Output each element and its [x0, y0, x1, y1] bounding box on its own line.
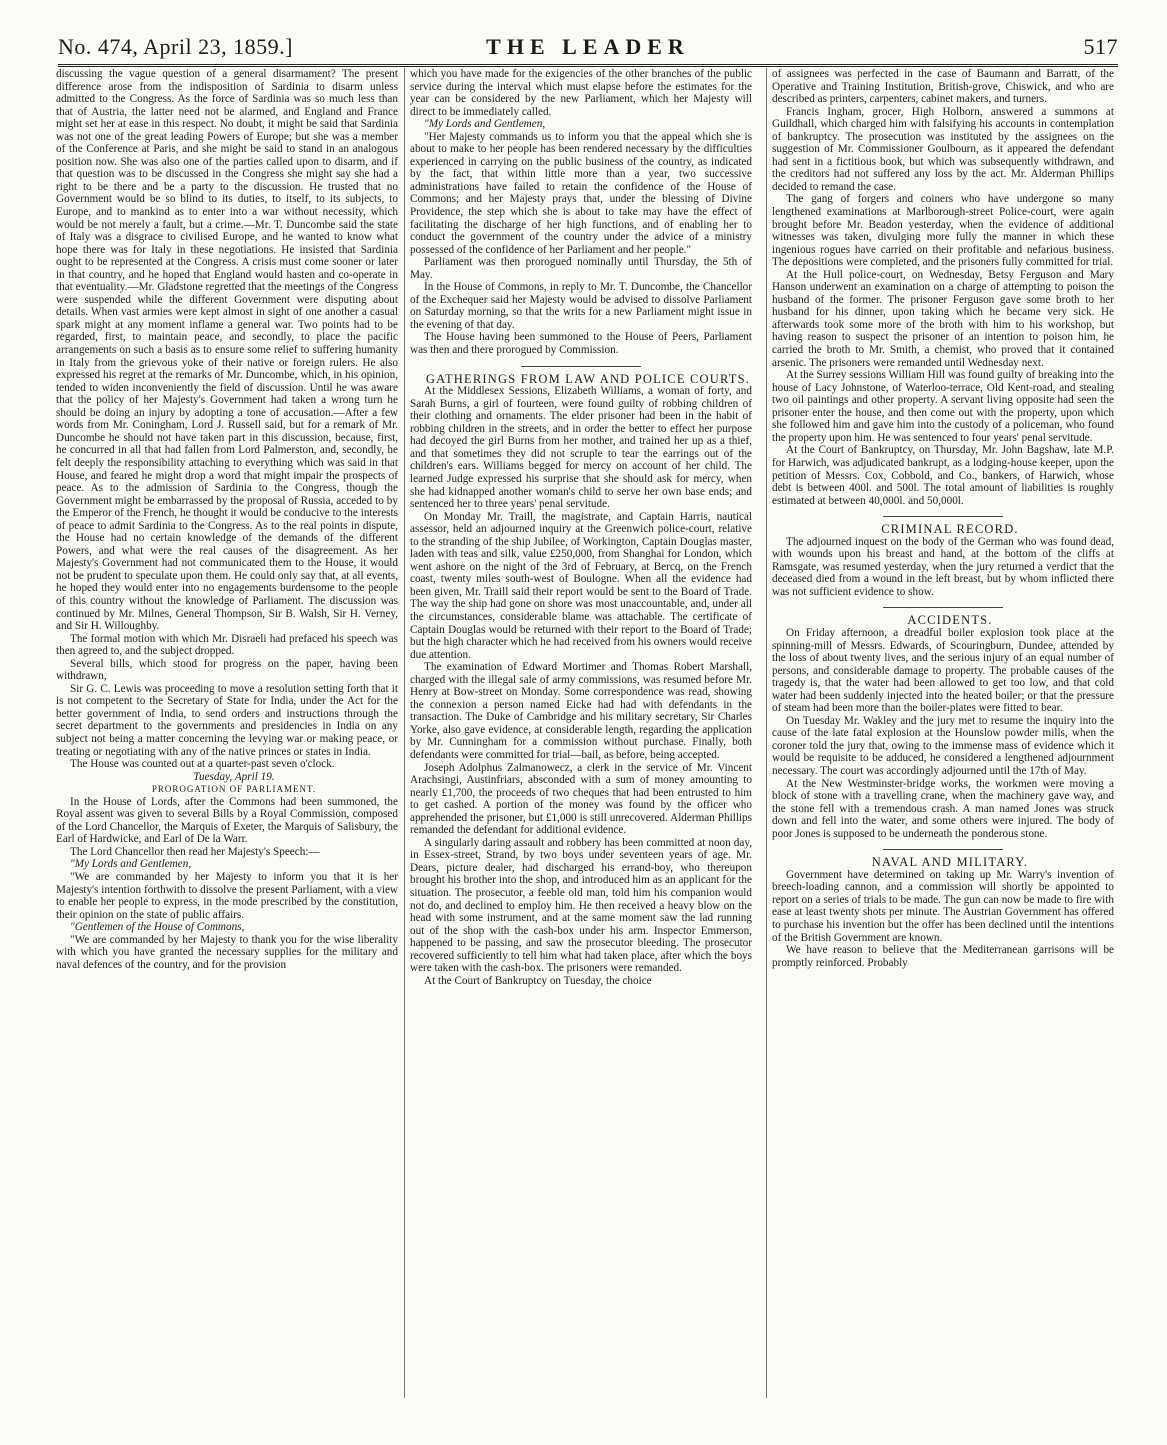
- column-3: [772, 68, 1114, 1418]
- article-paragraph: A singularly daring assault and robbery has been committed at noon day, in Essex-street, Strand, by two boys under seventeen years of age. Mr. Dears, picture dealer, had discharged his errand-boy, who thereupon brought his brother into the shop, and introduced him as an applicant for the situation. The prosecutor, a feeble old man, told him his companion would not do, and declined to employ him. He then received a heavy blow on the head with some instrument, and at the same moment saw the lad running out of the shop with the cash-box under his arm. Inspector Emmerson, happened to be passing, and saw the prosecutor bleeding. The prosecutor recovered sufficiently to tell him what had taken place, after which the boys were taken with the cash-box. The prisoners were remanded.: [410, 836, 752, 975]
- column-1: [56, 68, 398, 1418]
- column-rule: [766, 68, 767, 1398]
- article-paragraph: The examination of Edward Mortimer and Thomas Robert Marshall, charged with the illegal sale of army commissions, was resumed before Mr. Henry at Bow-street on Monday. Some correspondence was read, showing the connexion a person named Eicke had had with defendants in the transaction. The Duke of Cambridge and his military secretary, Sir Charles Yorke, also gave evidence, at considerable length, regarding the application by Mr. Cunningham for a commission without purchase. Finally, both defendants were committed for trial—bail, as before, being accepted.: [410, 661, 752, 761]
- article-paragraph: discussing the vague question of a general disarmament? The present difference arose from the indisposition of Sardinia to disarm unless admitted to the Congress. As the force of Sardinia was so much less than that of Austria, the latter need not be alarmed, and England and France might set her at ease in this respect. No doubt, it might be said that Sardinia was not one of the great leading Powers of Europe; but she was a member of the Conference at Paris, and she might be said to stand in an analogous position now. She was also one of the parties called upon to disarm, and if that question was to be discussed in the Congress she might say she had a right to be there and be a party to the discussion. He trusted that no Government would be so blind to its duties, to itself, to its subjects, to Europe, and to mankind as to enter into a war without necessity, which would be not merely a fault, but a crime.—Mr. T. Duncombe said the state of Italy was a disgrace to civilised Europe, and he wanted to know what hope there was for Italy in these negotiations. He insisted that Sardinia ought to be represented at the Congress. A crisis must come sooner or later in that country, and he hoped that England would hasten and co-operate in that eventuality.—Mr. Gladstone regretted that the meetings of the Congress were suspended while the different Government were disputing about details. When vast armies were kept almost in sight of one another a casual spark might at any moment inflame a general war. Two points had to be regarded, first, to maintain peace, and secondly, to place the pacific arrangements on such a basis as to ensure some relief to suffering humanity in Italy from the grievous yoke of their native or foreign rulers. He also expressed his regret at the remarks of Mr. Duncombe, which, in his opinion, tended to widen inconveniently the field of discussion. Until he was aware that the policy of her Majesty's Government had taken a wrong turn he should be doing an injury by adopting a tone of accusation.—After a few words from Mr. Coningham, Lord J. Russell said, but for a remark of Mr. Duncombe he should not have taken part in this discussion, because, first, he concurred in all that had fallen from Lord Palmerston, and, secondly, he felt deeply the responsibility attaching to everything which was said in that House, and feared he might drop a word that might impair the prospects of peace. As to the admission of Sardinia to the Congress, though the Government might be embarrassed by the proposal of Russia, acceded to by the Emperor of the French, he thought it would be conducive to the interests of peace to admit Sardinia to the Congress. As to the real points in dispute, the House had no certain knowledge of the demands of the different Powers, and what were the real causes of the disagreement. As her Majesty's Government had not communicated them to the House, it would not be prudent to speculate upon them. He could only say that, at all events, he hoped they would enter into no engagements burdensome to the people of this country without the knowledge of Parliament. The discussion was continued by Mr. Milnes, General Thompson, Sir B. Walsh, Sir H. Verney, and Sir H. Willoughby.: [56, 68, 398, 633]
- speech-address: "Gentlemen of the House of Commons,: [70, 921, 245, 934]
- article-paragraph: At the Court of Bankruptcy on Tuesday, the choice: [424, 974, 652, 987]
- article-paragraph: At the Hull police-court, on Wednesday, Betsy Ferguson and Mary Hanson underwent an examination on a charge of attempting to poison the husband of the former. The prisoner Ferguson gave some broth to her husband for his dinner, upon taking which he became very sick. He afterwards took some more of the broth with him to his workshop, but having reason to suspect the prisoner of an intention to poison him, he carried the broth to Mr. Smith, a chemist, who proved that it contained arsenic. The prisoners were remanded until Wednesday next.: [772, 268, 1114, 369]
- speech-paragraph: which you have made for the exigencies of the other branches of the public service during the interval which must elapse before the estimates for the year can be considered by the new Parliament, which her Majesty will direct to be immediately called.: [410, 68, 752, 118]
- article-paragraph: Francis Ingham, grocer, High Holborn, answered a summons at Guildhall, which charged him with falsifying his accounts in contemplation of bankruptcy. The prosecution was instituted by the assignees on the suggestion of Mr. Commissioner Goulbourn, as it appeared the defendant had sent in a fictitious book, but which was subsequently withdrawn, and the creditors had not suffered any loss by the act. Mr. Alderman Phillips decided to remand the case.: [772, 105, 1114, 193]
- issue-line: No. 474, April 23, 1859.]: [58, 34, 293, 59]
- article-paragraph: Several bills, which stood for progress on the paper, having been withdrawn,: [56, 657, 398, 683]
- article-paragraph: The Lord Chancellor then read her Majesty's Speech:—: [70, 845, 320, 858]
- article-paragraph: Parliament was then prorogued nominally until Thursday, the 5th of May.: [410, 256, 752, 281]
- masthead: [58, 30, 1118, 67]
- section-heading-accidents: ACCIDENTS.: [907, 613, 993, 628]
- prorogation-heading: PROROGATION OF PARLIAMENT.: [151, 784, 317, 795]
- section-heading-law-police: GATHERINGS FROM LAW AND POLICE COURTS.: [425, 371, 751, 386]
- speech-address: "My Lords and Gentlemen,: [424, 118, 546, 131]
- section-heading-criminal-record: CRIMINAL RECORD.: [881, 522, 1019, 537]
- article-paragraph: of assignees was perfected in the case of Baumann and Barratt, of the Operative and Training Institution, British-grove, Chiswick, and who are described as printers, carpenters, cabinet makers, and turners.: [772, 68, 1114, 106]
- article-paragraph: On Monday Mr. Traill, the magistrate, and Captain Harris, nautical assessor, held an adjourned inquiry at the Greenwich police-court, relative to the stranding of the ship Jubilee, of Workington, Captain Douglas master, laden with teas and silk, value £250,000, from Shanghai for London, which went ashore on the night of the 3rd of February, at Bercq, on the French coast, twenty miles south-west of Boulogne. When all the evidence had been given, Mr. Traill said their report would be sent to the Board of Trade. The way the ship had gone on shore was most unaccountable, and, under all the circumstances, considerable blame was attachable. The certificate of Captain Douglas would be returned with their report to the Board of Trade; but the high character which he had received from his owners would receive due attention.: [410, 510, 752, 661]
- article-paragraph: The formal motion with which Mr. Disraeli had prefaced his speech was then agreed to, and the subject dropped.: [56, 632, 398, 658]
- dateline: Tuesday, April 19.: [193, 770, 275, 783]
- article-paragraph: We have reason to believe that the Mediterranean garrisons will be promptly reinforced. Probably: [772, 944, 1114, 969]
- article-paragraph: Joseph Adolphus Zalmanowecz, a clerk in the service of Mr. Vincent Arachsingi, Austinfriars, absconded with a sum of money amounting to nearly £1,700, the proceeds of two cheques that had been entrusted to him to get cashed. A portion of the money was found by the officer who apprehended the prisoner, but £1,000 is still unrecovered. Alderman Phillips remanded the defendant for additional evidence.: [410, 761, 752, 837]
- speech-paragraph: "We are commanded by her Majesty to inform you that it is her Majesty's intention forthwith to dissolve the present Parliament, with a view to enable her people to express, in the mode prescribed by the constitution, their opinion on the state of public affairs.: [56, 871, 398, 921]
- column-2: [410, 68, 752, 1418]
- article-paragraph: Government have determined on taking up Mr. Warry's invention of breech-loading cannon, and a commission will shortly be appointed to report on a series of trials to be made. The gun can now be made to fire with ease at least twenty shots per minute. The Austrian Government has offered to purchase his invention but the offer has been declined until the intentions of the British Government are known.: [772, 868, 1114, 944]
- section-divider: [883, 607, 1003, 608]
- article-paragraph: On Friday afternoon, a dreadful boiler explosion took place at the spinning-mill of Messrs. Edwards, of Scouringburn, Dundee, attended by the loss of about twenty lives, and the serious injury of an equal number of persons, and considerable damage to property. The probable causes of the tragedy is, that the water had been allowed to get too low, and that cold water had been suddenly injected into the heated boiler; or that the pressure of steam had been more than the boiler-plates were fitted to bear.: [772, 626, 1114, 715]
- article-paragraph: At the Court of Bankruptcy, on Thursday, Mr. John Bagshaw, late M.P. for Harwich, was adjudicated bankrupt, as a lodging-house keeper, upon the petition of Messrs. Cox, Cobbold, and Co., bankers, of Harwich, whose debt is between 400l. and 500l. The total amount of liabilities is roughly estimated at between 40,000l. and 50,000l.: [772, 444, 1114, 507]
- speech-paragraph: "Her Majesty commands us to inform you that the appeal which she is about to make to her people has been rendered necessary by the difficulties experienced in carrying on the public business of the country, as indicated by the fact, that within little more than a year, two successive administrations have failed to retain the confidence of the House of Commons; and her Majesty prays that, under the blessing of Divine Providence, the step which she is about to take may have the effect of facilitating the discharge of her high functions, and of enabling her to conduct the government of the country under the advice of a ministry possessed of the confidence of her Parliament and her people.": [410, 130, 752, 256]
- section-divider: [883, 516, 1003, 517]
- article-paragraph: Sir G. C. Lewis was proceeding to move a resolution setting forth that it is not competent to the Secretary of State for India, under the Act for the better government of India, to send orders and instructions through the secret department to the governments and presidencies in India on any subject not being a matter concerning the levying war or making peace, or treating or negotiating with any of the native princes or states in India.: [56, 682, 398, 758]
- section-divider: [883, 849, 1003, 850]
- page-number: 517: [1083, 34, 1118, 59]
- speech-paragraph: "We are commanded by her Majesty to thank you for the wise liberality with which you have granted the necessary supplies for the military and naval defences of the country, and for the provision: [56, 933, 398, 971]
- section-heading-naval-military: NAVAL AND MILITARY.: [871, 855, 1029, 870]
- article-paragraph: In the House of Commons, in reply to Mr. T. Duncombe, the Chancellor of the Exchequer said her Majesty would be advised to dissolve Parliament on Saturday morning, so that the writs for a new Parliament might issue in the evening of that day.: [410, 281, 752, 331]
- article-paragraph: The gang of forgers and coiners who have undergone so many lengthened examinations at Marlborough-street Police-court, were again brought before Mr. Beadon yesterday, when the evidence of additional witnesses was taken, divulging more fully the manner in which these ingenious rogues have carried on their profitable and nefarious business. The depositions were completed, and the prisoners fully committed for trial.: [772, 193, 1114, 269]
- section-divider: [521, 366, 641, 367]
- article-paragraph: At the Middlesex Sessions, Elizabeth Williams, a woman of forty, and Sarah Burns, a girl of fourteen, were found guilty of robbing children of their clothing and ornaments. The elder prisoner had been in the habit of robbing children in the streets, and in order the better to effect her purpose had decoyed the girl Burns from her mother, and trained her up as a thief, and that sometimes they did not scruple to tear the earrings out of the children's ears. Williams begged for mercy on account of her child. The learned Judge expressed his surprise that she should ask for mercy, when she had kidnapped another woman's child to serve her own base ends; and sentenced her to three years' penal servitude.: [410, 385, 752, 511]
- article-paragraph: The House having been summoned to the House of Peers, Parliament was then and there prorogued by Commission.: [410, 331, 752, 357]
- article-paragraph: The House was counted out at a quarter-past seven o'clock.: [70, 758, 335, 771]
- article-paragraph: At the New Westminster-bridge works, the workmen were moving a block of stone with a travelling crane, when the machinery gave way, and the stone fell with a tremendous crash. A man named Jones was struck down and fell into the water, and some others were injured. The body of poor Jones is supposed to be underneath the ponderous stone.: [772, 777, 1114, 840]
- article-paragraph: The adjourned inquest on the body of the German who was found dead, with wounds upon his breast and hand, at the bottom of the cliffs at Ramsgate, was resumed yesterday, when the jury returned a verdict that the deceased died from a wound in the left breast, but by whom inflicted there was not sufficient evidence to show.: [772, 535, 1114, 598]
- article-paragraph: On Tuesday Mr. Wakley and the jury met to resume the inquiry into the cause of the late fatal explosion at the Hounslow powder mills, when the coroner told the jury that, owing to the immense mass of evidence which it would be requisite to be adduced, he considered a lengthened adjournment necessary. The court was accordingly adjourned until the 17th of May.: [772, 714, 1114, 777]
- column-rule: [404, 68, 405, 1398]
- newspaper-title: THE LEADER: [486, 34, 690, 59]
- speech-address: "My Lords and Gentlemen,: [70, 858, 192, 871]
- article-paragraph: At the Surrey sessions William Hill was found guilty of breaking into the house of Lacy Johnstone, of Waterloo-terrace, Old Kent-road, and stealing two oil paintings and other property. A servant living opposite had seen the prisoner enter the house, and then come out with the property, upon which she followed him and gave him into the custody of a policeman, who found the property upon him. He was sentenced to four years' penal servitude.: [772, 369, 1114, 444]
- article-paragraph: In the House of Lords, after the Commons had been summoned, the Royal assent was given to several Bills by a Royal Commission, composed of the Lord Chancellor, the Marquis of Exeter, the Marquis of Salisbury, the Earl of Hardwicke, and Earl of De la Warr.: [56, 795, 398, 846]
